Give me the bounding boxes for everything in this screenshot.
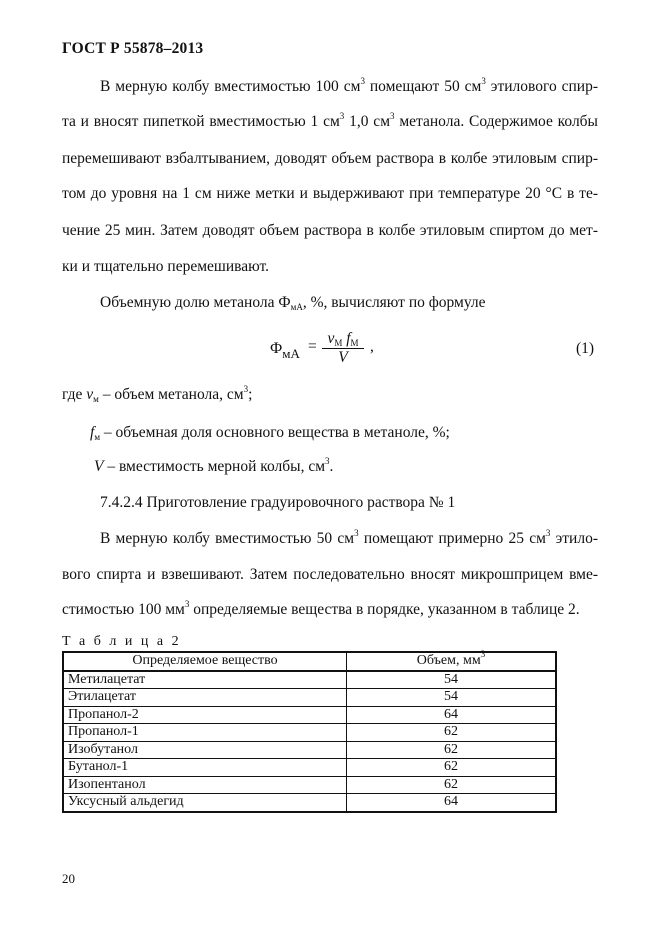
formula-intro: Объемную долю метанола $Ф_{мА}$, %, вычисляют по формуле [100,294,486,312]
table-row: Метилацетат 54 [63,671,556,689]
formula-fraction: $v_М$ $f_М$ V [320,330,366,367]
where-line-3: V – вместимость мерной колбы, $см^3$. [94,456,334,475]
table-row: Изопентанол 62 [63,776,556,794]
para1-line2: та и вносят пипеткой вместимостью 1 $см^3$ 1,0 $см^3$ метанола. Содержимое колбы [62,111,598,130]
table-row: Пропанол-2 64 [63,706,556,724]
table-row: Пропанол-1 62 [63,724,556,742]
table-row: Уксусный альдегид 64 [63,794,556,812]
table-caption: Т а б л и ц а 2 [62,634,182,649]
section-heading: 7.4.2.4 Приготовление градуировочного раствора № 1 [100,494,456,511]
para2-line2: вого спирта и взвешивают. Затем последовательно вносят микрошприцем вме- [62,566,598,583]
para1-line6: ки и тщательно перемешивают. [62,258,270,275]
para1-line1: В мерную колбу вместимостью 100 $см^3$ помещают 50 $см^3$ этилового спир- [100,76,599,95]
table-header-substance: Определяемое вещество [63,652,347,671]
where-line-2: $f_м$ – объемная доля основного вещества в метаноле, %; [90,424,450,442]
table-row: Бутанол-1 62 [63,759,556,777]
table-header-row [63,652,556,671]
data-table [62,651,557,813]
document-header: ГОСТ Р 55878–2013 [62,40,204,57]
formula-1: $Ф_{мА}$ = $v_М$ $f_М$ V , [270,330,374,366]
table-row: Этилацетат 54 [63,689,556,707]
para2-line3: стимостью 100 $мм^3$ определяемые вещества в порядке, указанном в таблице 2. [62,599,580,618]
para1-line3: перемешивают взбалтыванием, доводят объем раствора в колбе этиловым спир- [62,150,598,167]
page-number: 20 [62,871,75,886]
where-line-1: где $v_м$ – объем метанола, $см^3$; [62,384,253,404]
para2-line1: В мерную колбу вместимостью 50 $см^3$ помещают примерно 25 $см^3$ этило- [100,528,598,547]
para1-line5: чение 25 мин. Затем доводят объем раствора в колбе этиловым спиртом до мет- [62,222,598,239]
table-header-volume: Объем, $мм^3$ [347,652,557,671]
formula-number: (1) [576,340,595,357]
table-row: Изобутанол 62 [63,741,556,759]
para1-line4: том до уровня на 1 см ниже метки и выдерживают при температуре 20 °C в те- [62,185,598,202]
